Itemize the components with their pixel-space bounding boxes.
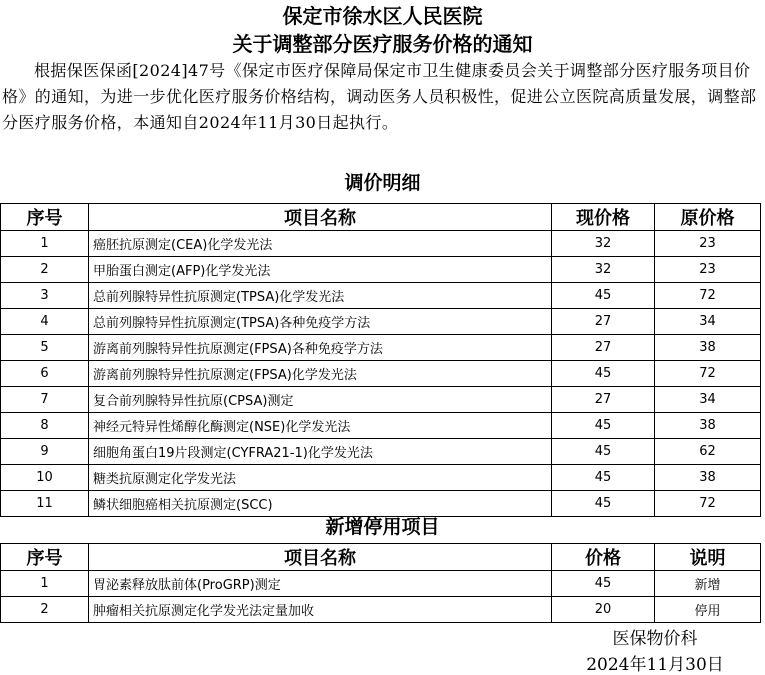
row-original-price[interactable]: 38 bbox=[655, 335, 761, 361]
row-current-price[interactable]: 45 bbox=[552, 283, 655, 309]
header-no: 序号 bbox=[1, 204, 89, 231]
row-current-price[interactable]: 45 bbox=[552, 361, 655, 387]
row-current-price[interactable]: 27 bbox=[552, 387, 655, 413]
row-note[interactable]: 停用 bbox=[655, 597, 761, 623]
table-row bbox=[1, 439, 761, 465]
row-original-price[interactable]: 38 bbox=[655, 465, 761, 491]
row-name[interactable]: 胃泌素释放肽前体(ProGRP)测定 bbox=[89, 571, 552, 597]
table-header-row bbox=[1, 204, 761, 231]
row-name[interactable]: 鳞状细胞癌相关抗原测定(SCC) bbox=[89, 491, 552, 517]
row-current-price[interactable]: 27 bbox=[552, 335, 655, 361]
row-original-price[interactable]: 72 bbox=[655, 491, 761, 517]
row-original-price[interactable]: 38 bbox=[655, 413, 761, 439]
row-no[interactable]: 7 bbox=[1, 387, 89, 413]
table-row bbox=[1, 231, 761, 257]
header-no: 序号 bbox=[1, 544, 89, 571]
row-no[interactable]: 1 bbox=[1, 231, 89, 257]
row-name[interactable]: 复合前列腺特异性抗原(CPSA)测定 bbox=[89, 387, 552, 413]
new-discontinued-title: 新增停用项目 bbox=[325, 516, 440, 538]
row-current-price[interactable]: 45 bbox=[552, 439, 655, 465]
table-row bbox=[1, 465, 761, 491]
row-no[interactable]: 6 bbox=[1, 361, 89, 387]
row-original-price[interactable]: 72 bbox=[655, 361, 761, 387]
row-name[interactable]: 总前列腺特异性抗原测定(TPSA)化学发光法 bbox=[89, 283, 552, 309]
price-adjustment-table bbox=[0, 203, 761, 517]
row-name[interactable]: 糖类抗原测定化学发光法 bbox=[89, 465, 552, 491]
row-original-price[interactable]: 62 bbox=[655, 439, 761, 465]
row-no[interactable]: 5 bbox=[1, 335, 89, 361]
row-no[interactable]: 11 bbox=[1, 491, 89, 517]
row-name[interactable]: 细胞角蛋白19片段测定(CYFRA21-1)化学发光法 bbox=[89, 439, 552, 465]
issue-date: 2024年11月30日 bbox=[586, 655, 724, 675]
table-row bbox=[1, 597, 761, 623]
row-price[interactable]: 20 bbox=[552, 597, 655, 623]
issuing-department: 医保物价科 bbox=[612, 629, 698, 649]
row-current-price[interactable]: 27 bbox=[552, 309, 655, 335]
row-no[interactable]: 2 bbox=[1, 597, 89, 623]
table-row bbox=[1, 335, 761, 361]
row-name[interactable]: 游离前列腺特异性抗原测定(FPSA)各种免疫学方法 bbox=[89, 335, 552, 361]
table-row bbox=[1, 571, 761, 597]
row-current-price[interactable]: 32 bbox=[552, 257, 655, 283]
row-original-price[interactable]: 72 bbox=[655, 283, 761, 309]
header-price: 价格 bbox=[552, 544, 655, 571]
header-name: 项目名称 bbox=[89, 544, 552, 571]
table-row bbox=[1, 361, 761, 387]
table-row bbox=[1, 257, 761, 283]
row-name[interactable]: 游离前列腺特异性抗原测定(FPSA)化学发光法 bbox=[89, 361, 552, 387]
header-original-price: 原价格 bbox=[655, 204, 761, 231]
row-no[interactable]: 1 bbox=[1, 571, 89, 597]
table-row bbox=[1, 387, 761, 413]
notice-body: 根据保医保函[2024]47号《保定市医疗保障局保定市卫生健康委员会关于调整部分医疗服务项目价格》的通知，为进一步优化医疗服务价格结构，调动医务人员积极性，促进公立医院高质量发展，调整部分医疗服务价格，本通知自2024年11月30日起执行。 bbox=[2, 61, 757, 132]
table-row bbox=[1, 413, 761, 439]
header-current-price: 现价格 bbox=[552, 204, 655, 231]
row-name[interactable]: 癌胚抗原测定(CEA)化学发光法 bbox=[89, 231, 552, 257]
row-original-price[interactable]: 34 bbox=[655, 309, 761, 335]
header-note: 说明 bbox=[655, 544, 761, 571]
row-no[interactable]: 2 bbox=[1, 257, 89, 283]
hospital-name: 保定市徐水区人民医院 bbox=[282, 4, 483, 28]
row-no[interactable]: 4 bbox=[1, 309, 89, 335]
row-current-price[interactable]: 32 bbox=[552, 231, 655, 257]
row-name[interactable]: 神经元特异性烯醇化酶测定(NSE)化学发光法 bbox=[89, 413, 552, 439]
row-no[interactable]: 9 bbox=[1, 439, 89, 465]
row-current-price[interactable]: 45 bbox=[552, 413, 655, 439]
row-original-price[interactable]: 23 bbox=[655, 257, 761, 283]
table-row bbox=[1, 283, 761, 309]
row-current-price[interactable]: 45 bbox=[552, 491, 655, 517]
price-adjustment-title: 调价明细 bbox=[344, 172, 421, 194]
row-no[interactable]: 10 bbox=[1, 465, 89, 491]
notice-title: 关于调整部分医疗服务价格的通知 bbox=[232, 32, 533, 56]
row-no[interactable]: 8 bbox=[1, 413, 89, 439]
row-current-price[interactable]: 45 bbox=[552, 465, 655, 491]
row-price[interactable]: 45 bbox=[552, 571, 655, 597]
row-original-price[interactable]: 34 bbox=[655, 387, 761, 413]
row-name[interactable]: 总前列腺特异性抗原测定(TPSA)各种免疫学方法 bbox=[89, 309, 552, 335]
new-discontinued-table bbox=[0, 543, 761, 623]
row-note[interactable]: 新增 bbox=[655, 571, 761, 597]
table-header-row bbox=[1, 544, 761, 571]
row-name[interactable]: 肿瘤相关抗原测定化学发光法定量加收 bbox=[89, 597, 552, 623]
table-row bbox=[1, 309, 761, 335]
row-name[interactable]: 甲胎蛋白测定(AFP)化学发光法 bbox=[89, 257, 552, 283]
row-no[interactable]: 3 bbox=[1, 283, 89, 309]
row-original-price[interactable]: 23 bbox=[655, 231, 761, 257]
header-name: 项目名称 bbox=[89, 204, 552, 231]
table-row bbox=[1, 491, 761, 517]
